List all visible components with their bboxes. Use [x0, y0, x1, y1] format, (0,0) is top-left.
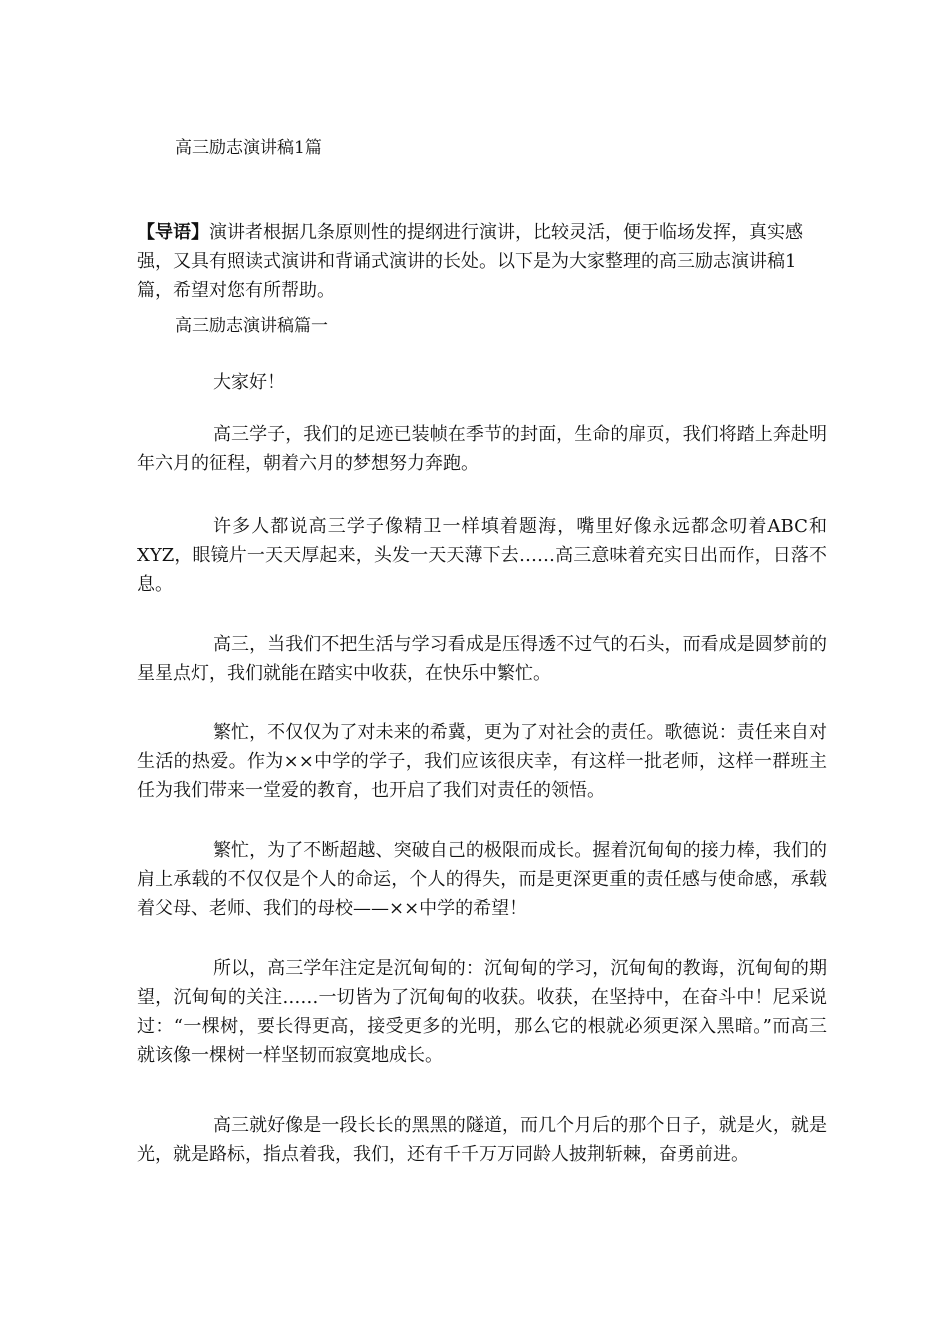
section-title: 高三励志演讲稿篇一 — [175, 316, 328, 336]
paragraph-1: 高三学子，我们的足迹已装帧在季节的封面，生命的扉页，我们将踏上奔赴明年六月的征程，朝着六月的梦想努力奔跑。 — [137, 424, 827, 474]
document-title: 高三励志演讲稿1篇 — [175, 138, 322, 158]
intro-text: 演讲者根据几条原则性的提纲进行演讲，比较灵活，便于临场发挥，真实感强，又具有照读式演讲和背诵式演讲的长处。以下是为大家整理的高三励志演讲稿1篇，希望对您有所帮助。 — [137, 222, 803, 301]
paragraph-3: 高三，当我们不把生活与学习看成是压得透不过气的石头，而看成是圆梦前的星星点灯，我们就能在踏实中收获，在快乐中繁忙。 — [137, 634, 827, 684]
paragraph-6: 所以，高三学年注定是沉甸甸的：沉甸甸的学习，沉甸甸的教诲，沉甸甸的期望，沉甸甸的关注……一切皆为了沉甸甸的收获。收获，在坚持中，在奋斗中！尼采说过：“一棵树，要长得更高，接受更多的光明，那么它的根就必须更深入黑暗。”而高三就该像一棵树一样坚韧而寂寞地成长。 — [137, 958, 827, 1066]
intro-paragraph — [137, 218, 827, 305]
paragraph-4: 繁忙，不仅仅为了对未来的希冀，更为了对社会的责任。歌德说：责任来自对生活的热爱。作为××中学的学子，我们应该很庆幸，有这样一批老师，这样一群班主任为我们带来一堂爱的教育，也开启了我们对责任的领悟。 — [137, 722, 827, 801]
paragraph-7: 高三就好像是一段长长的黑黑的隧道，而几个月后的那个日子，就是火，就是光，就是路标，指点着我，我们，还有千千万万同龄人披荆斩棘，奋勇前进。 — [137, 1115, 827, 1165]
paragraph-greeting: 大家好！ — [213, 372, 285, 393]
paragraph-2: 许多人都说高三学子像精卫一样填着题海，嘴里好像永远都念叨着ABC和XYZ，眼镜片一天天厚起来，头发一天天薄下去……高三意味着充实日出而作，日落不息。 — [137, 516, 827, 595]
paragraph-5: 繁忙，为了不断超越、突破自己的极限而成长。握着沉甸甸的接力棒，我们的肩上承载的不仅仅是个人的命运，个人的得失，而是更深更重的责任感与使命感，承载着父母、老师、我们的母校——××中学的希望！ — [137, 840, 827, 919]
intro-tag: 【导语】 — [137, 222, 209, 243]
